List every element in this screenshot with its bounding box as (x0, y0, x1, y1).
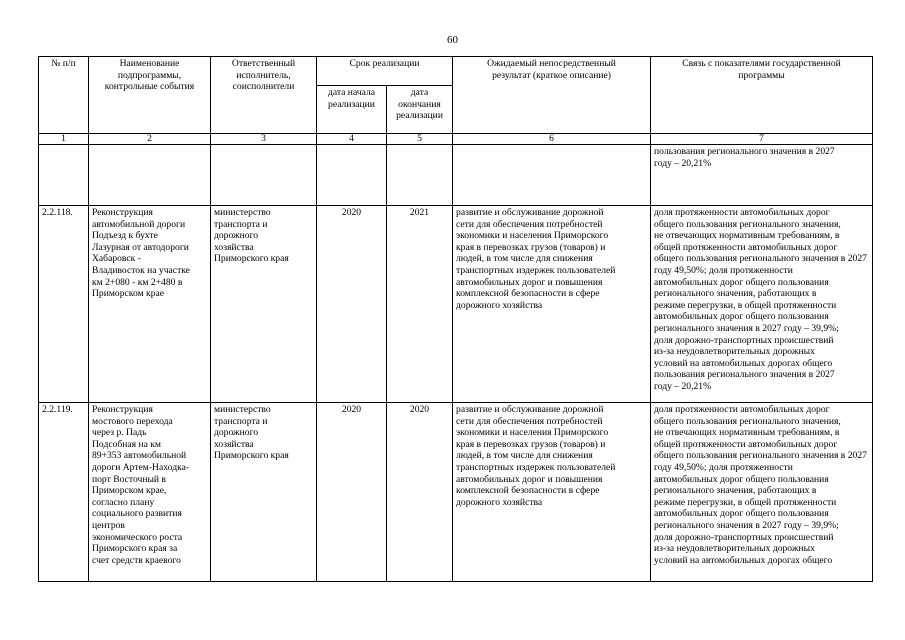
header-result: Ожидаемый непосредственный результат (краткое описание) (453, 57, 651, 134)
header-period: Срок реализации (317, 57, 453, 86)
column-number: 1 (39, 134, 89, 145)
header-row (39, 57, 873, 86)
cell-start (317, 145, 387, 206)
header-end: дата окончания реализации (387, 86, 453, 134)
cell-executor (211, 145, 317, 206)
cell-link: доля протяженности автомобильных дорог общего пользования регионального значения, не отвечающих нормативным требованиям, в общей протяженности автомобильных дорог общего пользования регионального значения в 2027 году 49,50%; доля протяженности автомобильных дорог общего пользования регионального значения, работающих в режиме перегрузки, в общей протяженности автомобильных дорог общего пользования регионального значения в 2027 году – 39,9%; доля дорожно-транспортных происшествий из-за неудовлетворительных дорожных условий на автомобильных дорогах общего (651, 403, 873, 582)
cell-start: 2020 (317, 403, 387, 582)
column-number: 6 (453, 134, 651, 145)
column-number: 7 (651, 134, 873, 145)
program-table (38, 56, 873, 582)
cell-result: развитие и обслуживание дорожной сети для обеспечения потребностей экономики и населения Приморского края в перевозках грузов (товаров) и людей, в том числе для снижения транспортных издержек пользователей автомобильных дорог и повышения комплексной безопасности в сфере дорожного хозяйства (453, 206, 651, 403)
cell-end (387, 145, 453, 206)
cell-executor: министерство транспорта и дорожного хозяйства Приморского края (211, 206, 317, 403)
cell-num: 2.2.119. (39, 403, 89, 582)
cell-result: развитие и обслуживание дорожной сети для обеспечения потребностей экономики и населения Приморского края в перевозках грузов (товаров) и людей, в том числе для снижения транспортных издержек пользователей автомобильных дорог и повышения комплексной безопасности в сфере дорожного хозяйства (453, 403, 651, 582)
cell-start: 2020 (317, 206, 387, 403)
cell-num (39, 145, 89, 206)
header-start: дата начала реализации (317, 86, 387, 134)
cell-name (89, 145, 211, 206)
header-name: Наименование подпрограммы, контрольные события (89, 57, 211, 134)
cell-result (453, 145, 651, 206)
header-executor: Ответственный исполнитель, соисполнители (211, 57, 317, 134)
table-row (39, 403, 873, 582)
cell-name: Реконструкция мостового перехода через р. Падь Подсобная на км 89+353 автомобильной дороги Артем-Находка- порт Восточный в Приморском крае, согласно плану социального развития центров экономического роста Приморского края за счет средств краевого (89, 403, 211, 582)
cell-link: доля протяженности автомобильных дорог общего пользования регионального значения, не отвечающих нормативным требованиям, в общей протяженности автомобильных дорог общего пользования регионального значения в 2027 году 49,50%; доля протяженности автомобильных дорог общего пользования регионального значения, работающих в режиме перегрузки, в общей протяженности автомобильных дорог общего пользования регионального значения в 2027 году – 39,9%; доля дорожно-транспортных происшествий из-за неудовлетворительных дорожных условий на автомобильных дорогах общего пользования регионального значения в 2027 году – 20,21% (651, 206, 873, 403)
page-number: 60 (447, 34, 458, 46)
column-number: 4 (317, 134, 387, 145)
cell-name: Реконструкция автомобильной дороги Подъезд к бухте Лазурная от автодороги Хабаровск - Владивосток на участке км 2+080 - км 2+480 в Приморском крае (89, 206, 211, 403)
cell-end: 2020 (387, 403, 453, 582)
column-number: 2 (89, 134, 211, 145)
table-row (39, 206, 873, 403)
header-link: Связь с показателями государственной программы (651, 57, 873, 134)
column-number: 3 (211, 134, 317, 145)
cell-end: 2021 (387, 206, 453, 403)
cell-link: пользования регионального значения в 2027 году – 20,21% (651, 145, 873, 206)
column-numbers-row (39, 134, 873, 145)
cell-executor: министерство транспорта и дорожного хозяйства Приморского края (211, 403, 317, 582)
cell-num: 2.2.118. (39, 206, 89, 403)
continuation-row (39, 145, 873, 206)
column-number: 5 (387, 134, 453, 145)
header-num: № п/п (39, 57, 89, 134)
